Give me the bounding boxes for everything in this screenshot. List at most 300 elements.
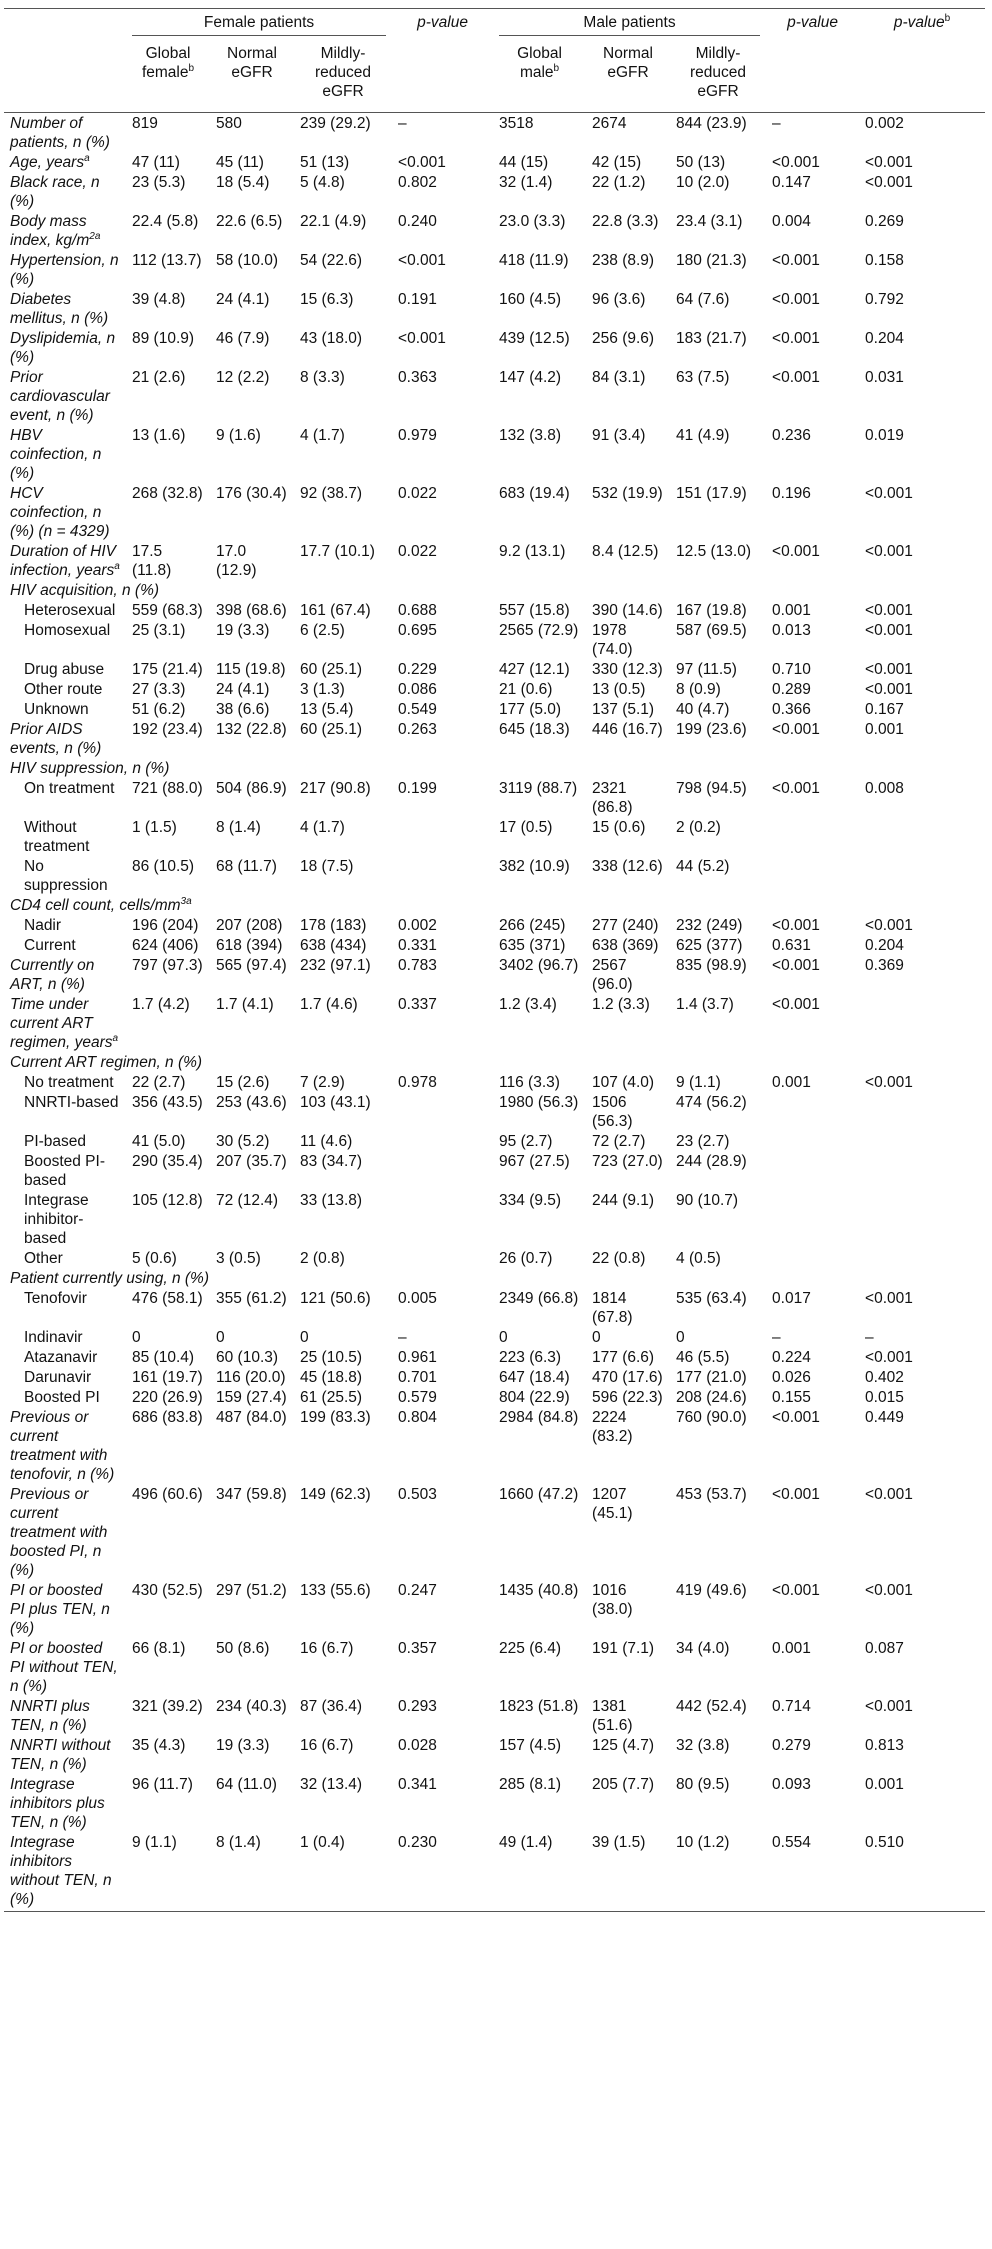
- table-cell: 355 (61.2): [216, 1290, 287, 1307]
- table-row: [4, 1367, 985, 1387]
- table-cell: 0.341: [398, 1776, 437, 1793]
- table-cell: 1.2 (3.3): [592, 996, 650, 1013]
- table-cell: 967 (27.5): [499, 1153, 570, 1170]
- table-cell: 178 (183): [300, 917, 367, 934]
- table-cell: 208 (24.6): [676, 1389, 747, 1406]
- table-cell: [392, 1190, 493, 1248]
- table-cell: 474 (56.2): [676, 1094, 747, 1111]
- table-cell: <0.001: [865, 1486, 913, 1503]
- table-row: [4, 1774, 985, 1832]
- table-cell: 64 (11.0): [216, 1776, 277, 1793]
- table-row: [4, 152, 985, 172]
- table-cell: 4 (0.5): [676, 1250, 721, 1267]
- table-cell: 199 (83.3): [300, 1409, 371, 1426]
- table-cell: 446 (16.7): [592, 721, 663, 738]
- table-cell: 0.147: [772, 174, 811, 191]
- table-cell: 0.269: [865, 213, 904, 230]
- table-cell: 0.001: [865, 721, 904, 738]
- table-cell: 686 (83.8): [132, 1409, 203, 1426]
- table-row: [4, 1735, 985, 1774]
- table-cell: 2565 (72.9): [499, 622, 579, 639]
- table-row: [4, 1407, 985, 1484]
- table-cell: 2321 (86.8): [592, 780, 633, 816]
- table-cell: 60 (25.1): [300, 721, 363, 738]
- table-cell: 21 (0.6): [499, 681, 553, 698]
- table-cell: 0.710: [772, 661, 811, 678]
- table-cell: 356 (43.5): [132, 1094, 203, 1111]
- table-cell: 0.293: [398, 1698, 437, 1715]
- table-cell: 330 (12.3): [592, 661, 663, 678]
- table-cell: 44 (5.2): [676, 858, 730, 875]
- row-label: Prior cardiovascular event, n (%): [10, 369, 110, 424]
- sex-pvalue-header: p-value$^b$: [859, 9, 985, 40]
- row-label: Without treatment: [24, 819, 90, 855]
- table-cell: 1506 (56.3): [592, 1094, 633, 1130]
- table-cell: 32 (3.8): [676, 1737, 730, 1754]
- table-cell: 84 (3.1): [592, 369, 646, 386]
- table-cell: 0.158: [865, 252, 904, 269]
- row-label: Diabetes mellitus, n (%): [10, 291, 109, 327]
- table-cell: 390 (14.6): [592, 602, 663, 619]
- row-label: CD4 cell count, cells/$mm^{3a}$: [10, 895, 192, 914]
- table-cell: 107 (4.0): [592, 1074, 655, 1091]
- table-cell: 205 (7.7): [592, 1776, 655, 1793]
- table-cell: 0: [499, 1329, 508, 1346]
- table-cell: 0.001: [772, 1074, 811, 1091]
- row-label: Homosexual: [24, 622, 111, 639]
- row-label: Duration of HIV infection, years$^a$: [10, 543, 120, 579]
- table-cell: 0.688: [398, 602, 437, 619]
- row-label: Boosted PI: [24, 1389, 100, 1406]
- table-cell: 476 (58.1): [132, 1290, 203, 1307]
- table-cell: 0.005: [398, 1290, 437, 1307]
- table-cell: 0.167: [865, 701, 904, 718]
- table-cell: –: [398, 115, 407, 132]
- table-cell: 22 (0.8): [592, 1250, 646, 1267]
- table-cell: <0.001: [865, 1074, 913, 1091]
- table-cell: 112 (13.7): [132, 252, 202, 269]
- table-cell: 26 (0.7): [499, 1250, 553, 1267]
- table-cell: 0.155: [772, 1389, 811, 1406]
- table-cell: 199 (23.6): [676, 721, 747, 738]
- table-cell: 647 (18.4): [499, 1369, 570, 1386]
- table-cell: 22.4 (5.8): [132, 213, 199, 230]
- table-row: [4, 719, 985, 758]
- table-cell: 121 (50.6): [300, 1290, 371, 1307]
- row-label: Hypertension, n (%): [10, 252, 119, 288]
- table-cell: 0.002: [398, 917, 437, 934]
- table-cell: 0.204: [865, 937, 904, 954]
- table-cell: 19 (3.3): [216, 1737, 270, 1754]
- table-cell: 804 (22.9): [499, 1389, 570, 1406]
- table-cell: 0.196: [772, 485, 811, 502]
- table-cell: 83 (34.7): [300, 1153, 363, 1170]
- table-cell: 115 (19.8): [216, 661, 286, 678]
- table-cell: 176 (30.4): [216, 485, 287, 502]
- table-cell: 0.022: [398, 485, 437, 502]
- table-cell: 0.224: [772, 1349, 811, 1366]
- row-label: HIV suppression, n (%): [10, 760, 170, 777]
- table-cell: <0.001: [865, 1582, 913, 1599]
- table-row: [4, 1190, 985, 1248]
- table-cell: 798 (94.5): [676, 780, 747, 797]
- table-row: [4, 856, 985, 895]
- female-patients-header: Female patients: [126, 9, 392, 40]
- table-cell: 1814 (67.8): [592, 1290, 633, 1326]
- table-cell: 103 (43.1): [300, 1094, 371, 1111]
- row-label: Current: [24, 937, 76, 954]
- table-cell: 21 (2.6): [132, 369, 186, 386]
- table-cell: 683 (19.4): [499, 485, 570, 502]
- table-cell: 17.7 (10.1): [300, 543, 375, 560]
- table-cell: 91 (3.4): [592, 427, 646, 444]
- table-cell: 635 (371): [499, 937, 566, 954]
- table-cell: 23 (5.3): [132, 174, 186, 191]
- table-cell: 23.0 (3.3): [499, 213, 566, 230]
- table-row: [4, 659, 985, 679]
- table-cell: [859, 1092, 985, 1131]
- table-cell: 60 (10.3): [216, 1349, 279, 1366]
- col-male-pvalue-blank: [766, 39, 859, 113]
- table-cell: 244 (9.1): [592, 1192, 655, 1209]
- table-cell: 3119 (88.7): [499, 780, 578, 797]
- col-female-normal-egfr: Normal eGFR: [210, 39, 294, 113]
- row-label: Patient currently using, n (%): [10, 1270, 210, 1287]
- table-row: [4, 817, 985, 856]
- section-row: [4, 580, 985, 600]
- table-cell: 22.1 (4.9): [300, 213, 367, 230]
- table-cell: 0.199: [398, 780, 437, 797]
- table-cell: 347 (59.8): [216, 1486, 287, 1503]
- row-label: Body mass index, $kg/m^{2a}$: [10, 213, 101, 249]
- table-cell: 68 (11.7): [216, 858, 277, 875]
- table-cell: 0.289: [772, 681, 811, 698]
- table-cell: 97 (11.5): [676, 661, 737, 678]
- row-label: Other: [24, 1250, 63, 1267]
- table-cell: 161 (19.7): [132, 1369, 203, 1386]
- table-cell: 207 (208): [216, 917, 283, 934]
- table-cell: 419 (49.6): [676, 1582, 747, 1599]
- table-cell: 1435 (40.8): [499, 1582, 579, 1599]
- table-cell: 196 (204): [132, 917, 199, 934]
- table-cell: 47 (11): [132, 154, 180, 171]
- row-label: Previous or current treatment with boosted PI, n (%): [10, 1486, 108, 1579]
- table-cell: 18 (5.4): [216, 174, 270, 191]
- section-row: [4, 758, 985, 778]
- table-cell: 34 (4.0): [676, 1640, 730, 1657]
- table-cell: 64 (7.6): [676, 291, 730, 308]
- row-label: Integrase inhibitors plus TEN, n (%): [10, 1776, 105, 1831]
- table-cell: 453 (53.7): [676, 1486, 747, 1503]
- table-cell: 9 (1.1): [126, 1832, 210, 1912]
- table-cell: 0.783: [398, 957, 437, 974]
- table-cell: –: [772, 115, 781, 132]
- table-row: [4, 1131, 985, 1151]
- table-cell: 559 (68.3): [132, 602, 203, 619]
- table-cell: 15 (0.6): [592, 819, 646, 836]
- table-cell: <0.001: [772, 917, 820, 934]
- row-label: On treatment: [24, 780, 115, 797]
- table-row: [4, 699, 985, 719]
- table-cell: 51 (13): [300, 154, 350, 171]
- table-cell: 8 (0.9): [676, 681, 721, 698]
- table-cell: 10 (1.2): [670, 1832, 766, 1912]
- table-cell: 0.022: [398, 543, 437, 560]
- row-label: Darunavir: [24, 1369, 92, 1386]
- row-label: HBV coinfection, n (%): [10, 427, 102, 482]
- table-row: [4, 1151, 985, 1190]
- table-cell: 4 (1.7): [300, 427, 345, 444]
- table-row: [4, 289, 985, 328]
- table-cell: 0.549: [398, 701, 437, 718]
- table-cell: 175 (21.4): [132, 661, 203, 678]
- table-cell: 285 (8.1): [499, 1776, 562, 1793]
- table-cell: 66 (8.1): [132, 1640, 186, 1657]
- row-label: Age, years$^a$: [10, 152, 90, 171]
- table-row: [4, 1580, 985, 1638]
- table-cell: 116 (20.0): [216, 1369, 286, 1386]
- table-row: [4, 1638, 985, 1696]
- table-cell: 5 (4.8): [300, 174, 345, 191]
- table-cell: 96 (3.6): [592, 291, 646, 308]
- table-cell: 11 (4.6): [300, 1133, 353, 1150]
- table-cell: 23.4 (3.1): [676, 213, 743, 230]
- row-label: Black race, n (%): [10, 174, 100, 210]
- table-cell: –: [398, 1329, 407, 1346]
- table-cell: 1 (1.5): [132, 819, 177, 836]
- table-cell: 223 (6.3): [499, 1349, 562, 1366]
- table-cell: 42 (15): [592, 154, 642, 171]
- table-cell: 0.093: [772, 1776, 811, 1793]
- table-cell: 624 (406): [132, 937, 199, 954]
- row-label: Currently on ART, n (%): [10, 957, 95, 993]
- table-cell: 7 (2.9): [300, 1074, 345, 1091]
- table-row: [4, 778, 985, 817]
- table-cell: 13 (0.5): [592, 681, 646, 698]
- table-cell: 44 (15): [499, 154, 549, 171]
- table-row: [4, 367, 985, 425]
- row-label: Tenofovir: [24, 1290, 87, 1307]
- male-patients-header: Male patients: [493, 9, 766, 40]
- table-cell: 72 (2.7): [592, 1133, 646, 1150]
- table-cell: 132 (3.8): [499, 427, 562, 444]
- table-cell: 0.961: [398, 1349, 437, 1366]
- col-female-pvalue-blank: [392, 39, 493, 113]
- table-cell: 0.008: [865, 780, 904, 797]
- table-cell: 22.6 (6.5): [216, 213, 283, 230]
- table-cell: 4 (1.7): [300, 819, 345, 836]
- table-cell: 277 (240): [592, 917, 659, 934]
- table-cell: 80 (9.5): [676, 1776, 730, 1793]
- table-cell: 183 (21.7): [676, 330, 747, 347]
- table-cell: 1660 (47.2): [499, 1486, 579, 1503]
- table-row: [4, 1288, 985, 1327]
- table-cell: 137 (5.1): [592, 701, 655, 718]
- table-cell: 0.001: [772, 602, 811, 619]
- table-row: [4, 1696, 985, 1735]
- table-cell: 1 (0.4): [294, 1832, 392, 1912]
- table-row: [4, 1347, 985, 1367]
- table-cell: 8 (3.3): [300, 369, 345, 386]
- table-cell: 0.369: [865, 957, 904, 974]
- table-cell: 723 (27.0): [592, 1153, 663, 1170]
- row-label: Other route: [24, 681, 103, 698]
- table-cell: 0.363: [398, 369, 437, 386]
- table-cell: 1.4 (3.7): [676, 996, 734, 1013]
- table-cell: 45 (11): [216, 154, 264, 171]
- table-cell: 721 (88.0): [132, 780, 203, 797]
- table-cell: 16 (6.7): [300, 1640, 354, 1657]
- table-cell: 40 (4.7): [676, 701, 730, 718]
- table-row: [4, 328, 985, 367]
- table-cell: 220 (26.9): [132, 1389, 203, 1406]
- table-cell: 2349 (66.8): [499, 1290, 579, 1307]
- table-cell: 0.813: [865, 1737, 904, 1754]
- row-label: NNRTI without TEN, n (%): [10, 1737, 111, 1773]
- table-cell: 0: [300, 1329, 309, 1346]
- table-row: [4, 1072, 985, 1092]
- table-cell: 180 (21.3): [676, 252, 747, 269]
- table-cell: 159 (27.4): [216, 1389, 287, 1406]
- row-label: No suppression: [24, 858, 108, 894]
- table-cell: 487 (84.0): [216, 1409, 287, 1426]
- table-cell: –: [865, 1329, 874, 1346]
- table-row: [4, 425, 985, 483]
- table-cell: 504 (86.9): [216, 780, 287, 797]
- table-cell: 266 (245): [499, 917, 566, 934]
- row-label: Nadir: [24, 917, 62, 934]
- table-cell: 596 (22.3): [592, 1389, 663, 1406]
- table-cell: [859, 817, 985, 856]
- table-cell: 0.503: [398, 1486, 437, 1503]
- table-row: [4, 679, 985, 699]
- table-cell: 1823 (51.8): [499, 1698, 579, 1715]
- table-cell: 16 (6.7): [300, 1737, 354, 1754]
- table-cell: 92 (38.7): [300, 485, 363, 502]
- table-row: [4, 935, 985, 955]
- table-cell: 41 (5.0): [132, 1133, 186, 1150]
- table-cell: 0.019: [865, 427, 904, 444]
- table-cell: [766, 1131, 859, 1151]
- table-cell: 0.002: [865, 115, 904, 132]
- row-label: Previous or current treatment with tenofovir, n (%): [10, 1409, 115, 1483]
- table-cell: 46 (5.5): [676, 1349, 730, 1366]
- table-cell: 430 (52.5): [132, 1582, 203, 1599]
- table-cell: 177 (6.6): [592, 1349, 655, 1366]
- table-cell: 177 (5.0): [499, 701, 562, 718]
- section-row: [4, 1052, 985, 1072]
- table-cell: 50 (8.6): [216, 1640, 270, 1657]
- table-cell: 0.579: [398, 1389, 437, 1406]
- table-cell: 253 (43.6): [216, 1094, 287, 1111]
- row-label: PI or boosted PI plus TEN, n (%): [10, 1582, 110, 1637]
- table-cell: 25 (10.5): [300, 1349, 363, 1366]
- table-cell: 17.5 (11.8): [132, 543, 172, 579]
- table-cell: 9 (1.6): [216, 427, 261, 444]
- col-female-mildly-reduced-egfr: Mildly-reduced eGFR: [294, 39, 392, 113]
- table-cell: 819: [132, 115, 158, 132]
- table-cell: 1.7 (4.2): [132, 996, 190, 1013]
- table-cell: [766, 817, 859, 856]
- table-cell: 8 (1.4): [216, 819, 261, 836]
- table-cell: 0.229: [398, 661, 437, 678]
- table-cell: [859, 1190, 985, 1248]
- table-cell: 61 (25.5): [300, 1389, 363, 1406]
- table-cell: 133 (55.6): [300, 1582, 371, 1599]
- table-cell: 17.0 (12.9): [216, 543, 257, 579]
- table-cell: 0: [592, 1329, 601, 1346]
- table-cell: 0.087: [865, 1640, 904, 1657]
- table-cell: 638 (369): [592, 937, 659, 954]
- table-cell: 0: [676, 1329, 685, 1346]
- table-row: [4, 211, 985, 250]
- table-cell: <0.001: [772, 154, 820, 171]
- table-cell: 95 (2.7): [499, 1133, 553, 1150]
- table-cell: 13 (5.4): [300, 701, 354, 718]
- col-global-male: Global male$^b$: [493, 39, 586, 113]
- table-cell: 427 (12.1): [499, 661, 570, 678]
- table-cell: 0.086: [398, 681, 437, 698]
- row-label: Dyslipidemia, n (%): [10, 330, 116, 366]
- table-cell: 19 (3.3): [216, 622, 270, 639]
- table-row: [4, 172, 985, 211]
- table-cell: 89 (10.9): [132, 330, 195, 347]
- table-cell: 132 (22.8): [216, 721, 287, 738]
- table-cell: 30 (5.2): [216, 1133, 270, 1150]
- row-label: No treatment: [24, 1074, 114, 1091]
- table-cell: 1016 (38.0): [592, 1582, 633, 1618]
- table-cell: 3 (0.5): [216, 1250, 261, 1267]
- table-cell: 0.204: [865, 330, 904, 347]
- table-cell: 0.230: [392, 1832, 493, 1912]
- table-cell: 238 (8.9): [592, 252, 655, 269]
- table-cell: 191 (7.1): [592, 1640, 655, 1657]
- table-cell: 23 (2.7): [676, 1133, 730, 1150]
- table-cell: 0.004: [772, 213, 811, 230]
- table-cell: <0.001: [398, 154, 446, 171]
- table-cell: 8 (1.4): [210, 1832, 294, 1912]
- row-label: Time under current ART regimen, years$^a$: [10, 996, 119, 1051]
- table-cell: [766, 1151, 859, 1190]
- table-cell: <0.001: [865, 681, 913, 698]
- table-cell: 565 (97.4): [216, 957, 287, 974]
- table-cell: 0.031: [865, 369, 904, 386]
- table-cell: [859, 1131, 985, 1151]
- table-cell: 8.4 (12.5): [592, 543, 659, 560]
- row-label: Integrase inhibitors without TEN, n (%): [4, 1832, 126, 1912]
- table-cell: [392, 1151, 493, 1190]
- table-cell: 24 (4.1): [216, 291, 270, 308]
- table-cell: 0.802: [398, 174, 437, 191]
- table-cell: 51 (6.2): [132, 701, 186, 718]
- row-label: Boosted PI-based: [24, 1153, 105, 1189]
- table-cell: 58 (10.0): [216, 252, 279, 269]
- table-cell: 0.510: [859, 1832, 985, 1912]
- row-label: Drug abuse: [24, 661, 105, 678]
- table-cell: 15 (2.6): [216, 1074, 270, 1091]
- table-cell: <0.001: [772, 1582, 820, 1599]
- table-cell: 24 (4.1): [216, 681, 270, 698]
- table-cell: [766, 1248, 859, 1268]
- table-cell: 0.013: [772, 622, 811, 639]
- table-cell: 835 (98.9): [676, 957, 747, 974]
- table-cell: 0.695: [398, 622, 437, 639]
- table-cell: <0.001: [772, 1409, 820, 1426]
- col-male-mildly-reduced-egfr: Mildly-reduced eGFR: [670, 39, 766, 113]
- table-cell: 470 (17.6): [592, 1369, 663, 1386]
- section-row: [4, 895, 985, 915]
- table-cell: 1.2 (3.4): [499, 996, 557, 1013]
